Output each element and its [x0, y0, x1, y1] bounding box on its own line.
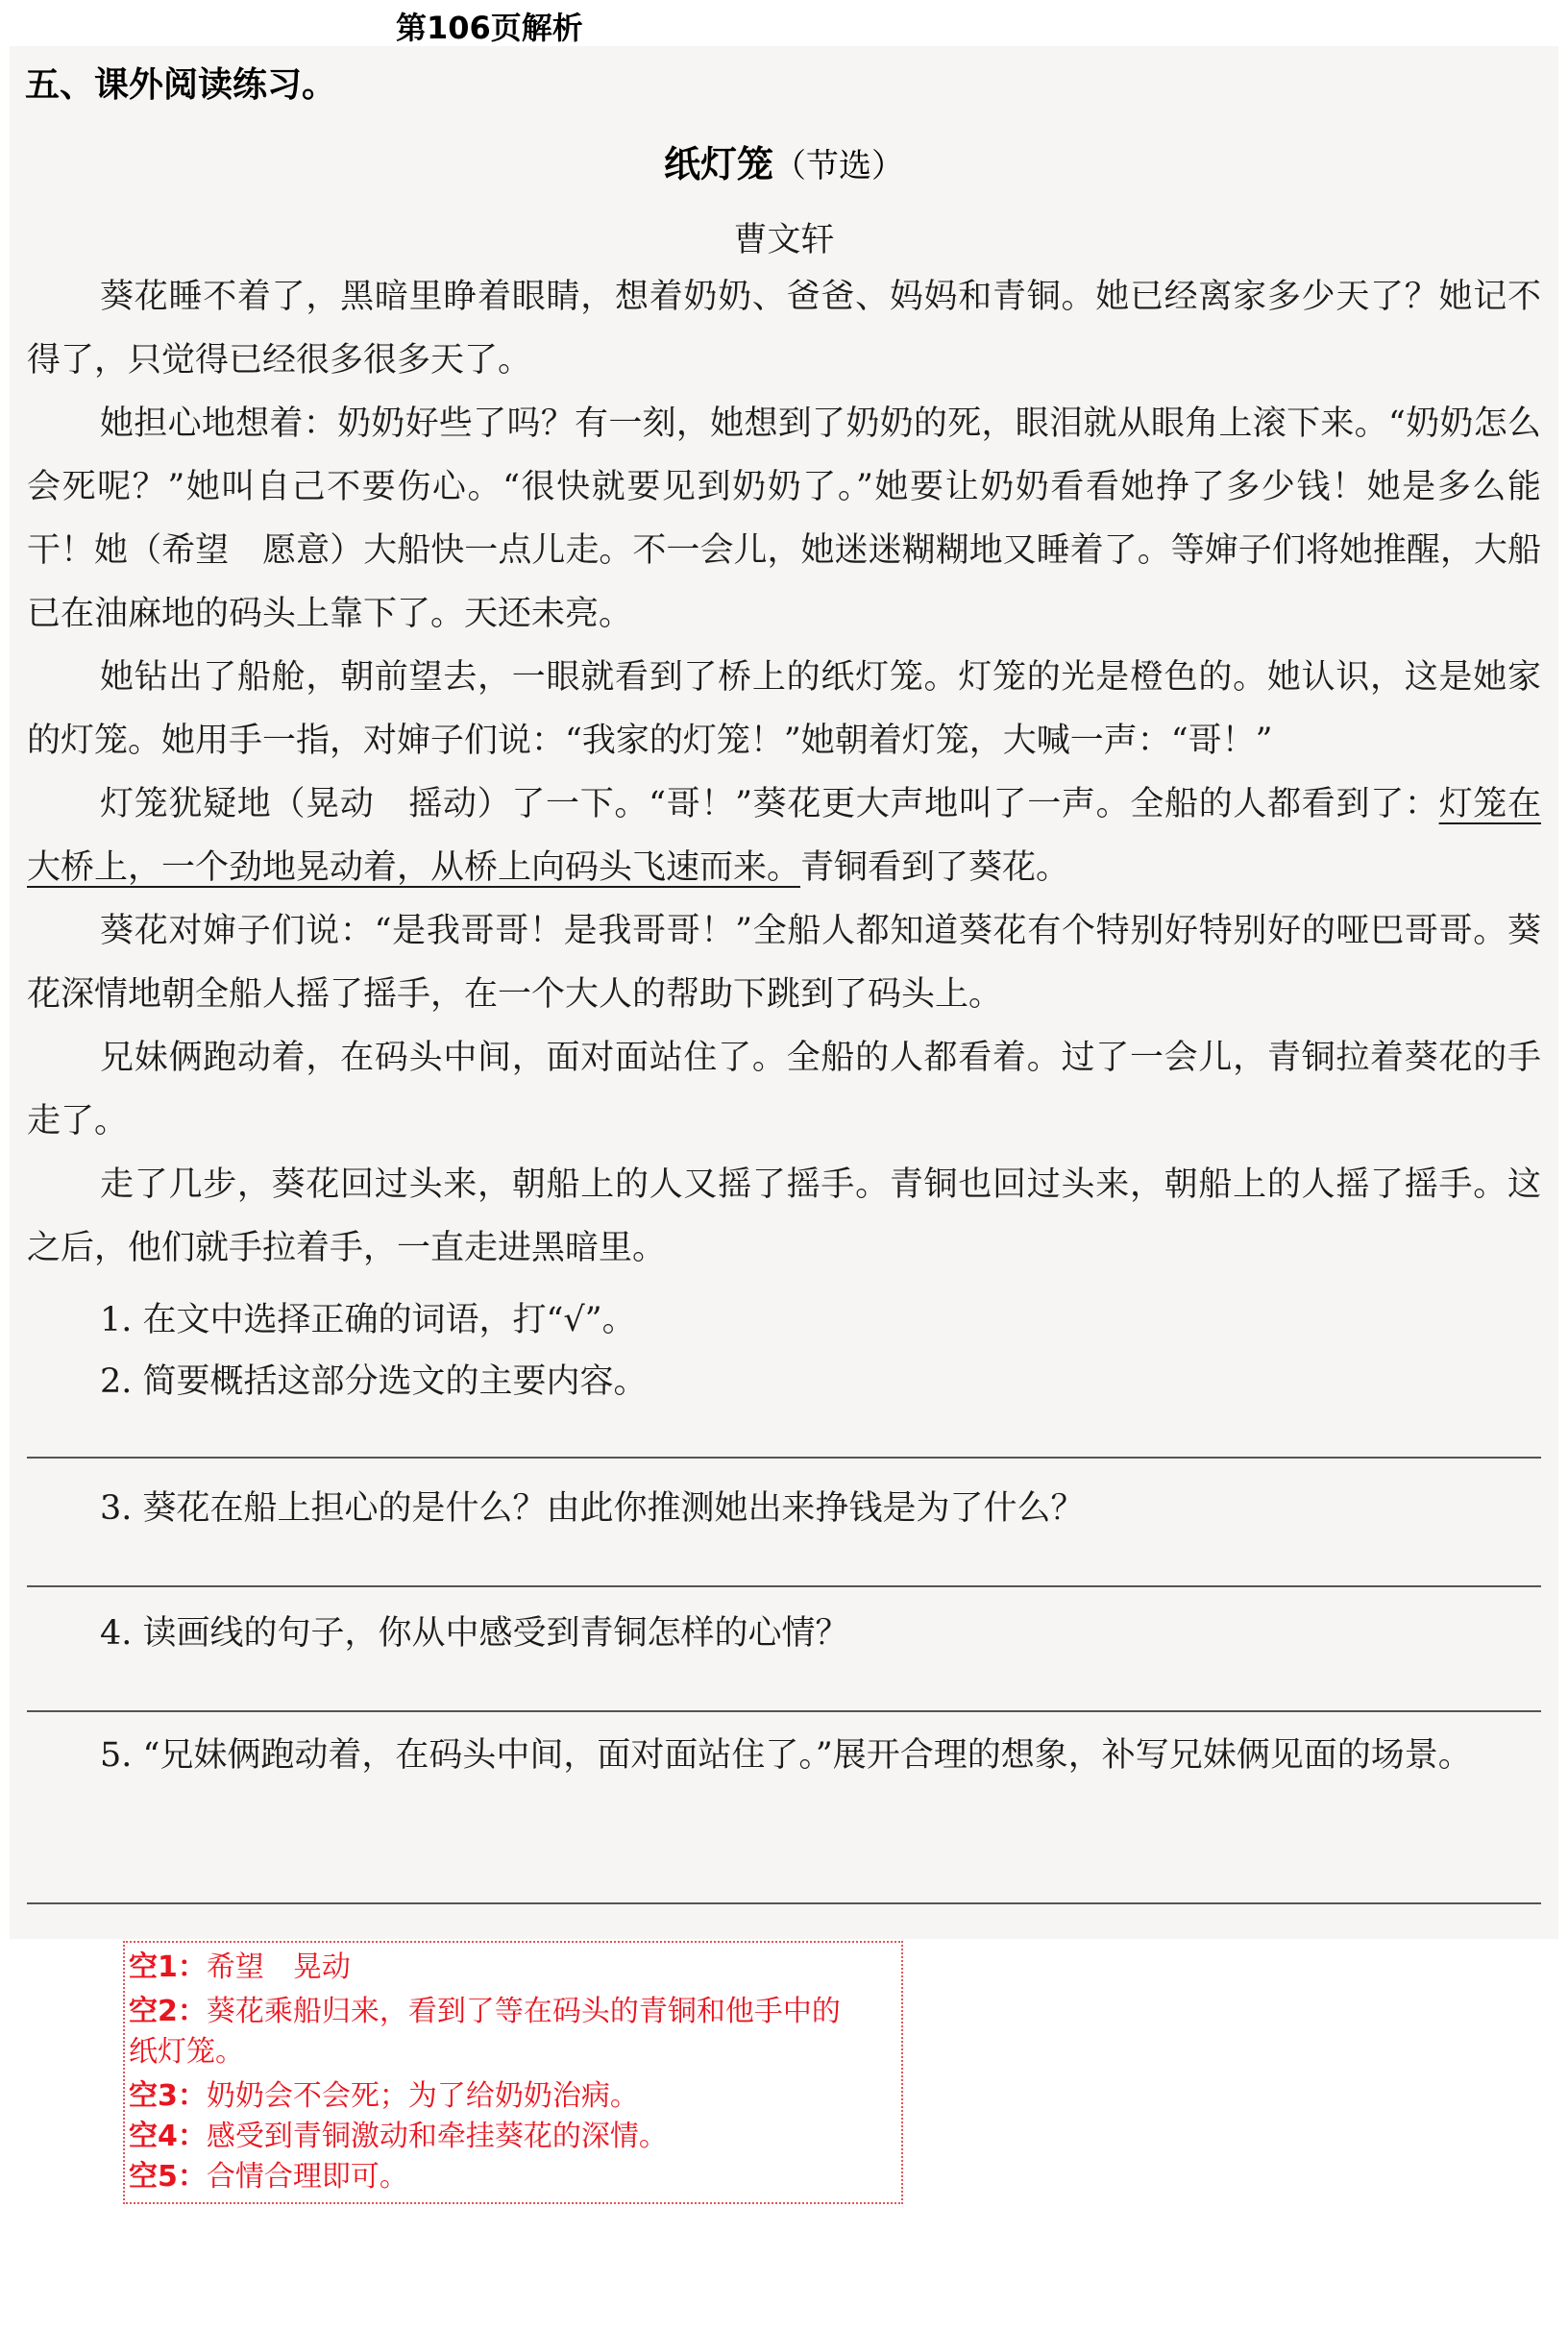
answer-5-text: 合情合理即可。 [206, 2160, 408, 2194]
passage-author: 曹文轩 [733, 221, 835, 259]
question-5: 5. “兄妹俩跑动着，在码头中间，面对面站住了。”展开合理的想象，补写兄妹俩见面的场景。 [100, 1736, 1472, 1775]
question-1: 1. 在文中选择正确的词语，打“√”。 [100, 1301, 636, 1339]
paragraph-5: 葵花对婶子们说：“是我哥哥！是我哥哥！”全船人都知道葵花有个特别好特别好的哑巴哥哥。葵花深情地朝全船人摇了摇手，在一个大人的帮助下跳到了码头上。 [27, 912, 1541, 1014]
answer-4-label: 空4： [129, 2120, 207, 2153]
section-title: 五、课外阅读练习。 [25, 65, 337, 105]
underlined-sentence: 灯笼在大桥上，一个劲地晃动着，从桥上向码头飞速而来。 [27, 785, 1541, 887]
answer-1 [129, 1947, 351, 1989]
answer-3-label: 空3： [129, 2079, 207, 2113]
answer-line-4[interactable] [27, 1710, 1541, 1712]
question-2: 2. 简要概括这部分选文的主要内容。 [100, 1362, 648, 1401]
answer-3-text: 奶奶会不会死；为了给奶奶治病。 [206, 2079, 639, 2113]
answer-4 [129, 2116, 668, 2158]
passage-title-note: （节选） [773, 147, 904, 185]
answer-4-text: 感受到青铜激动和牵挂葵花的深情。 [206, 2120, 668, 2153]
paragraph-7: 走了几步，葵花回过头来，朝船上的人又摇了摇手。青铜也回过头来，朝船上的人摇了摇手。这之后，他们就手拉着手，一直走进黑暗里。 [27, 1165, 1541, 1267]
paragraph-2: 她担心地想着：奶奶好些了吗？有一刻，她想到了奶奶的死，眼泪就从眼角上滚下来。“奶奶怎么会死呢？”她叫自己不要伤心。“很快就要见到奶奶了。”她要让奶奶看看她挣了多少钱！她是多么能干！她（希望 愿意）大船快一点儿走。不一会儿，她迷迷糊糊地又睡着了。等婶子们将她推醒，大船已在油麻地的码头上靠下了。天还未亮。 [27, 405, 1541, 633]
answer-1-label: 空1： [129, 1950, 207, 1984]
answer-line-2[interactable] [27, 1457, 1541, 1459]
paragraph-3: 她钻出了船舱，朝前望去，一眼就看到了桥上的纸灯笼。灯笼的光是橙色的。她认识，这是她家的灯笼。她用手一指，对婶子们说：“我家的灯笼！”她朝着灯笼，大喊一声：“哥！” [27, 658, 1541, 760]
answer-2-label: 空2： [129, 1995, 207, 2028]
answer-2 [129, 1991, 841, 2033]
answer-3 [129, 2075, 639, 2118]
answer-2-text: 葵花乘船归来，看到了等在码头的青铜和他手中的 [206, 1995, 841, 2028]
paragraph-6: 兄妹俩跑动着，在码头中间，面对面站住了。全船的人都看着。过了一会儿，青铜拉着葵花的手走了。 [27, 1039, 1541, 1140]
answer-5 [129, 2156, 408, 2198]
answer-line-5[interactable] [27, 1902, 1541, 1904]
answer-5-label: 空5： [129, 2160, 207, 2194]
answer-2-continued: 纸灯笼。 [129, 2035, 244, 2069]
question-4: 4. 读画线的句子，你从中感受到青铜怎样的心情？ [100, 1614, 849, 1653]
question-3: 3. 葵花在船上担心的是什么？由此你推测她出来挣钱是为了什么？ [100, 1489, 1085, 1528]
answer-line-3[interactable] [27, 1585, 1541, 1587]
paragraph-4 [27, 773, 1541, 899]
passage-title [0, 135, 1568, 187]
paragraph-1: 葵花睡不着了，黑暗里睁着眼睛，想着奶奶、爸爸、妈妈和青铜。她已经离家多少天了？她记不得了，只觉得已经很多很多天了。 [27, 278, 1541, 380]
answer-1-text: 希望 晃动 [206, 1950, 351, 1984]
passage-title-main: 纸灯笼 [663, 143, 773, 185]
page-title: 第106页解析 [396, 10, 583, 46]
paragraph-4-tail: 青铜看到了葵花。 [800, 848, 1070, 887]
paragraph-4-text: 灯笼犹疑地（晃动 摇动）了一下。“哥！”葵花更大声地叫了一声。全船的人都看到了： [100, 785, 1439, 823]
